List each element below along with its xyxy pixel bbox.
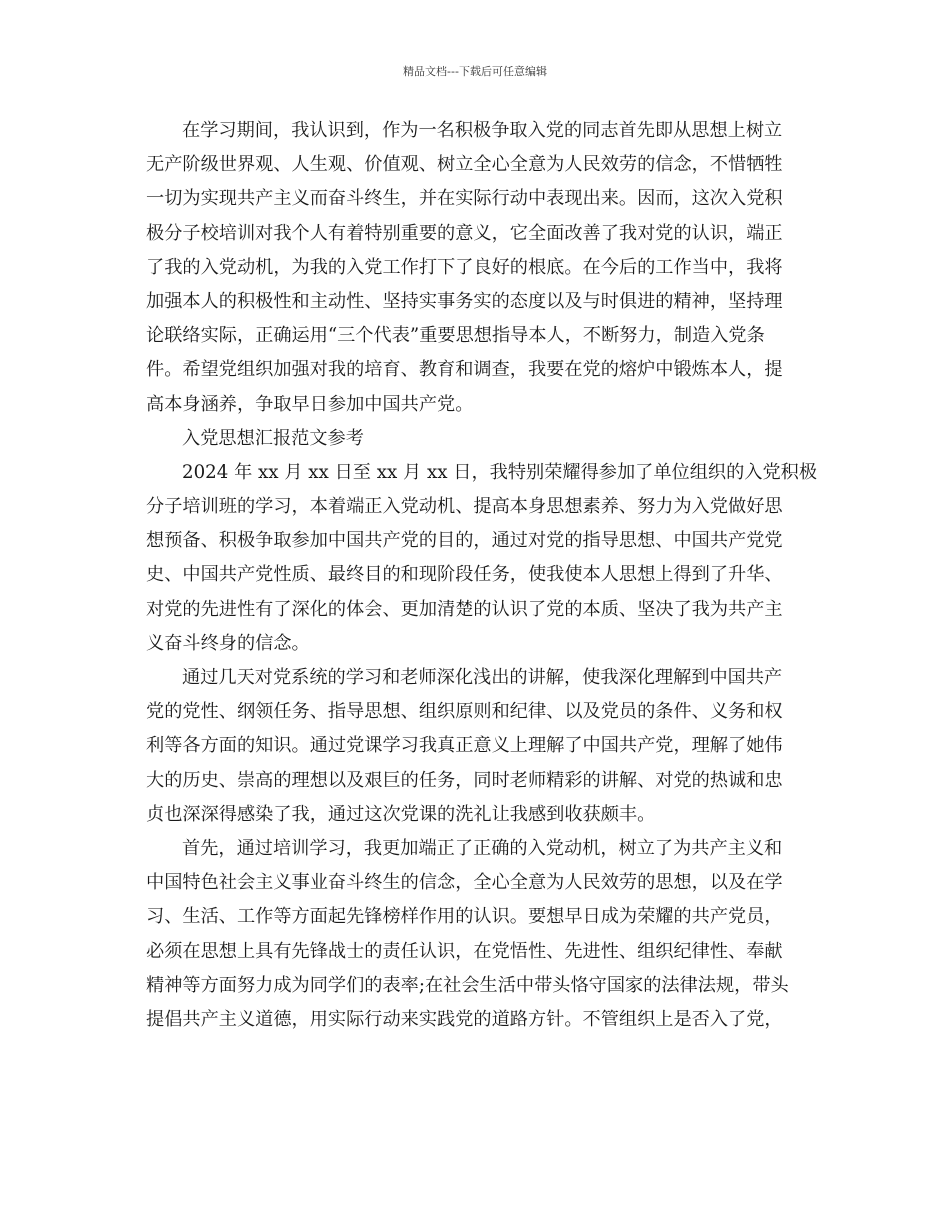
text-line: 高本身涵养，争取早日参加中国共产党。 — [146, 393, 474, 415]
text-line: 无产阶级世界观、人生观、价值观、树立全心全意为人民效劳的信念，不惜牺牲 — [146, 154, 783, 176]
text-line: 极分子校培训对我个人有着特别重要的意义，它全面改善了我对党的认识，端正 — [146, 222, 783, 244]
page-header: 精品文档---下载后可任意编辑 — [403, 65, 547, 78]
text-line: 提倡共产主义道德，用实际行动来实践党的道路方针。不管组织上是否入了党， — [146, 1008, 783, 1030]
text-line: 党的党性、纲领任务、指导思想、组织原则和纪律、以及党员的条件、义务和权 — [146, 701, 783, 723]
text-line: 分子培训班的学习，本着端正入党动机、提高本身思想素养、努力为入党做好思 — [146, 496, 783, 518]
paragraph-4 — [146, 832, 811, 1037]
section-title — [146, 422, 811, 456]
text-line: 史、中国共产党性质、最终目的和现阶段任务，使我使本人思想上得到了升华、 — [146, 564, 783, 586]
text-line: 通过几天对党系统的学习和老师深化浅出的讲解，使我深化理解到中国共产 — [182, 667, 783, 688]
text-line: 了我的入党动机，为我的入党工作打下了良好的根底。在今后的工作当中，我将 — [146, 256, 783, 278]
document-body — [146, 114, 818, 1037]
text-line: 必须在思想上具有先锋战士的责任认识，在党悟性、先进性、组织纪律性、奉献 — [146, 940, 783, 962]
text-line: 论联络实际，正确运用“三个代表”重要思想指导本人，不断努力，制造入党条 — [146, 325, 765, 347]
text-line: 首先，通过培训学习，我更加端正了正确的入党动机，树立了为共产主义和 — [182, 837, 783, 859]
text-line: 贞也深深得感染了我，通过这次党课的洗礼让我感到收获颇丰。 — [146, 803, 656, 825]
text-line: 2024 年 xx 月 xx 日至 xx 月 xx 日，我特别荣耀得参加了单位组织的入党积极 — [182, 461, 818, 483]
text-line: 精神等方面努力成为同学们的表率;在社会生活中带头恪守国家的法律法规，带头 — [146, 974, 789, 996]
text-line: 一切为实现共产主义而奋斗终生，并在实际行动中表现出来。因而，这次入党积 — [146, 188, 783, 210]
text-line: 习、生活、工作等方面起先锋榜样作用的认识。要想早日成为荣耀的共产党员， — [146, 906, 783, 928]
paragraph-3 — [146, 661, 811, 832]
text-line: 加强本人的积极性和主动性、坚持实事务实的态度以及与时俱进的精神，坚持理 — [146, 290, 783, 312]
text-line: 在学习期间，我认识到，作为一名积极争取入党的同志首先即从思想上树立 — [182, 120, 783, 141]
text-line: 件。希望党组织加强对我的培育、教育和调查，我要在党的熔炉中锻炼本人，提 — [146, 359, 783, 381]
text-line: 大的历史、崇高的理想以及艰巨的任务，同时老师精彩的讲解、对党的热诚和忠 — [146, 769, 783, 791]
text-line: 利等各方面的知识。通过党课学习我真正意义上理解了中国共产党，理解了她伟 — [146, 735, 783, 757]
text-line: 中国特色社会主义事业奋斗终生的信念，全心全意为人民效劳的思想，以及在学 — [146, 872, 783, 894]
paragraph-2 — [146, 456, 818, 661]
text-line: 义奋斗终身的信念。 — [146, 632, 310, 654]
text-line: 对党的先进性有了深化的体会、更加清楚的认识了党的本质、坚决了我为共产主 — [146, 598, 783, 620]
paragraph-1 — [146, 114, 811, 422]
text-line: 想预备、积极争取参加中国共产党的目的，通过对党的指导思想、中国共产党党 — [146, 530, 783, 552]
section-title-text: 入党思想汇报范文参考 — [182, 427, 364, 449]
